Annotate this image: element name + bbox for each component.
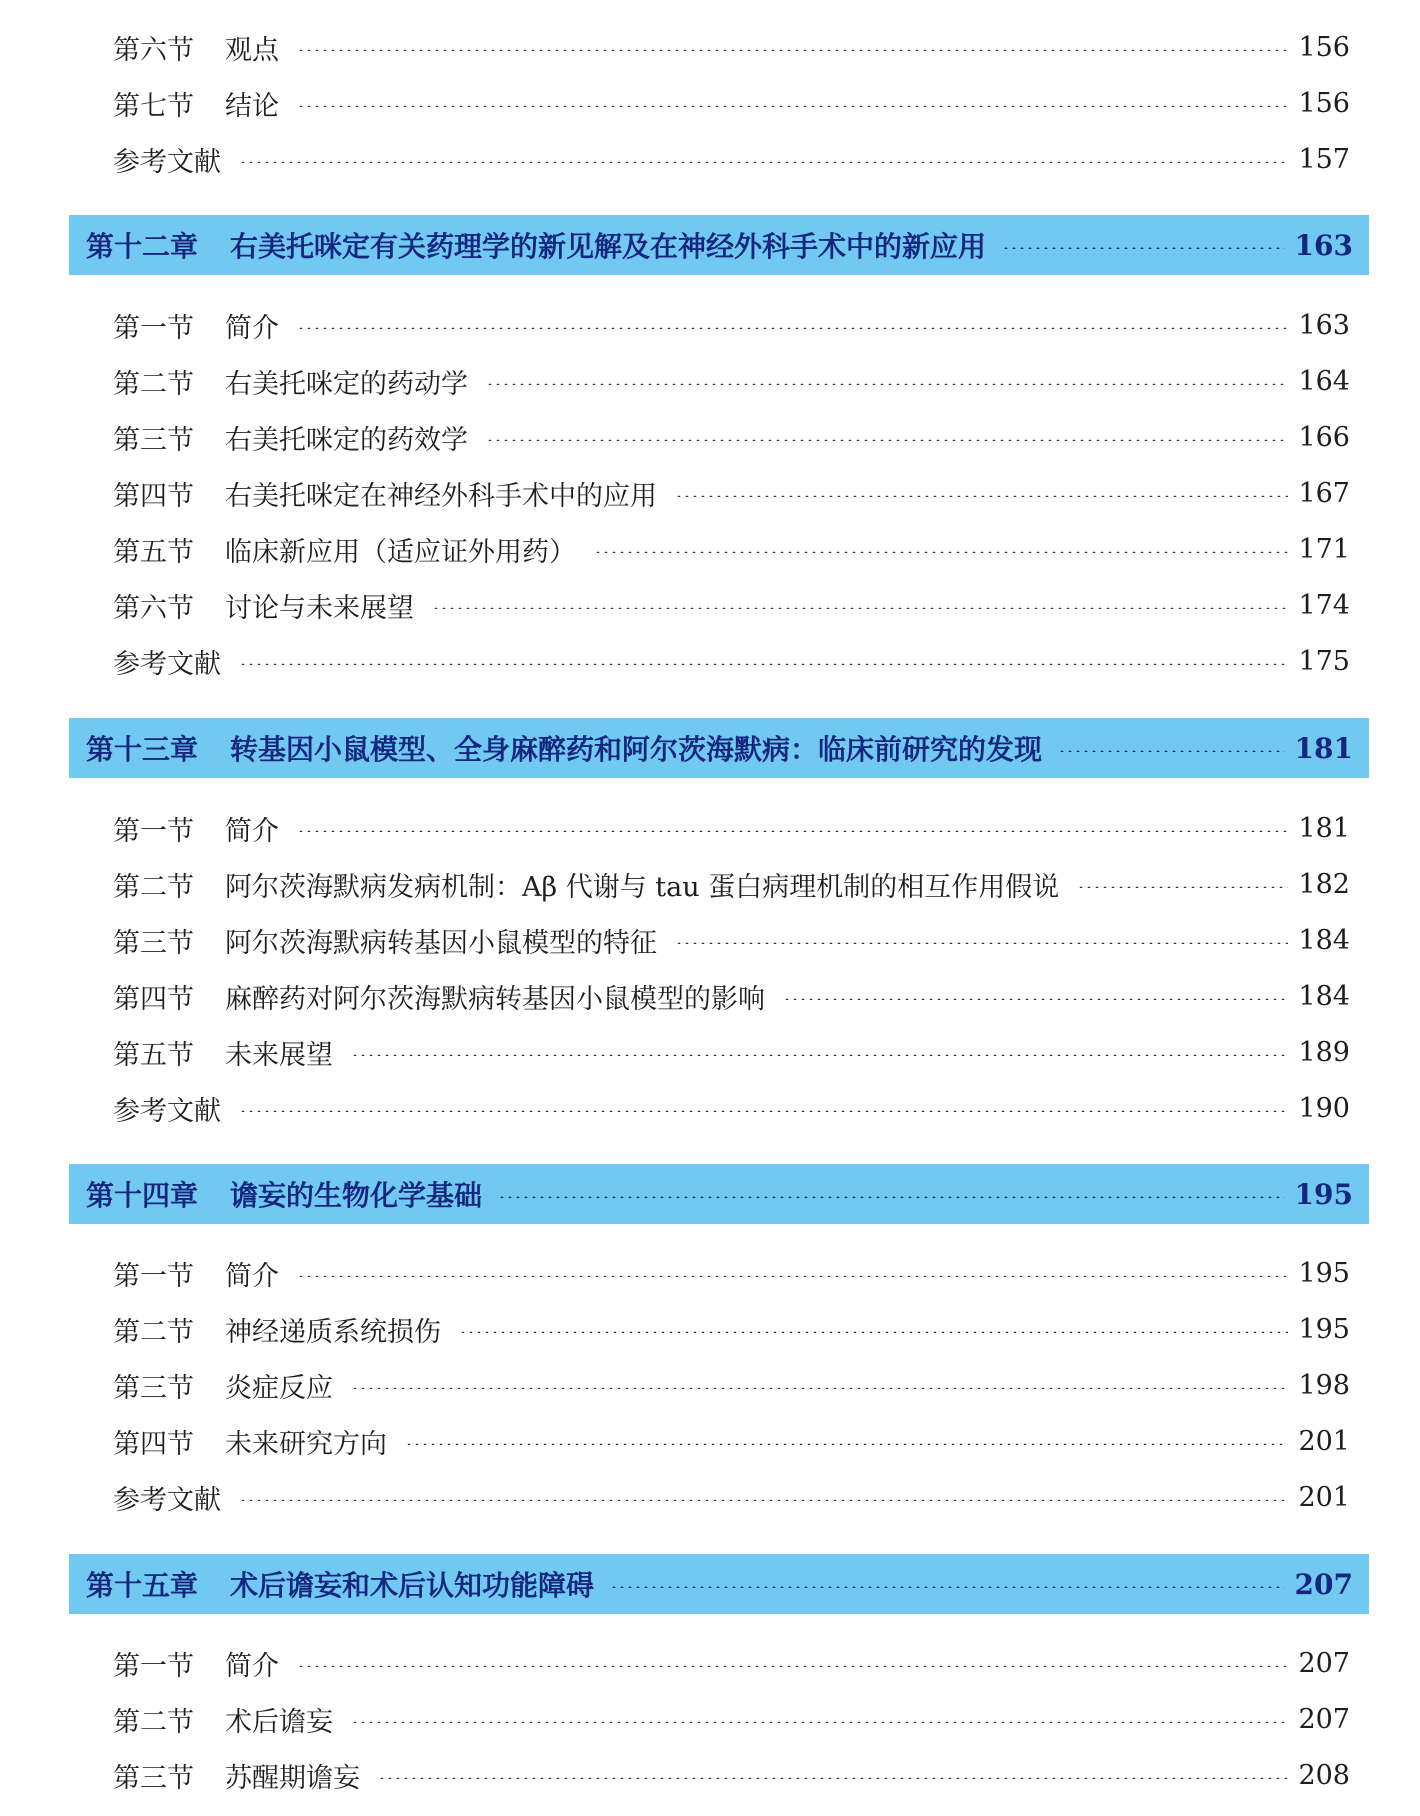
page-number: 163: [1294, 228, 1353, 262]
dot-leader: [239, 1499, 1288, 1501]
page-number: 208: [1298, 1759, 1350, 1791]
dot-leader: [351, 1387, 1288, 1389]
dot-leader: [297, 327, 1288, 329]
toc-section-entry[interactable]: [113, 973, 1350, 1019]
page-number: 156: [1298, 31, 1350, 63]
chapter-number: 第十二章: [86, 230, 199, 263]
section-title: 右美托咪定的药效学: [225, 424, 468, 456]
chapter-number: 第十三章: [86, 733, 199, 766]
page-number: 195: [1298, 1313, 1350, 1345]
toc-section-entry[interactable]: [113, 1418, 1350, 1464]
dot-leader: [1077, 886, 1288, 888]
page-number: 163: [1298, 309, 1350, 341]
page-number: 174: [1298, 589, 1350, 621]
section-title: 临床新应用（适应证外用药）: [225, 536, 576, 568]
toc-section-entry[interactable]: [113, 1696, 1350, 1742]
section-title: 术后谵妄: [225, 1706, 333, 1738]
toc-references-entry[interactable]: [113, 1085, 1350, 1131]
section-title: 右美托咪定的药动学: [225, 368, 468, 400]
dot-leader: [610, 1586, 1285, 1588]
section-title: 结论: [225, 90, 279, 122]
dot-leader: [459, 1331, 1288, 1333]
toc-chapter-15[interactable]: [69, 1554, 1369, 1614]
section-number: 第四节: [113, 983, 194, 1015]
toc-section-entry[interactable]: [113, 1029, 1350, 1075]
toc-references-entry[interactable]: [113, 1474, 1350, 1520]
toc-chapter-13[interactable]: [69, 718, 1369, 778]
section-number: 第七节: [113, 90, 194, 122]
page-number: 184: [1298, 980, 1350, 1012]
section-number: 第三节: [113, 927, 194, 959]
page-number: 189: [1298, 1036, 1350, 1068]
toc-section-entry[interactable]: [113, 1640, 1350, 1686]
section-title: 未来展望: [225, 1039, 333, 1071]
section-number: 第二节: [113, 1706, 194, 1738]
toc-references-entry[interactable]: [113, 638, 1350, 684]
section-title: 参考文献: [113, 1484, 221, 1516]
section-title: 未来研究方向: [225, 1428, 387, 1460]
section-number: 第六节: [113, 592, 194, 624]
dot-leader: [486, 383, 1288, 385]
chapter-title: 右美托咪定有关药理学的新见解及在神经外科手术中的新应用: [230, 230, 987, 263]
section-title: 简介: [225, 1260, 279, 1292]
section-number: 第三节: [113, 424, 194, 456]
dot-leader: [486, 439, 1288, 441]
section-title: 参考文献: [113, 1095, 221, 1127]
section-title: 观点: [225, 34, 279, 66]
section-title: 右美托咪定在神经外科手术中的应用: [225, 480, 657, 512]
toc-section-entry[interactable]: [113, 24, 1350, 70]
page-number: 207: [1294, 1567, 1353, 1601]
toc-section-entry[interactable]: [113, 805, 1350, 851]
toc-section-entry[interactable]: [113, 302, 1350, 348]
section-number: 第一节: [113, 815, 194, 847]
chapter-title: 谵妄的生物化学基础: [230, 1179, 483, 1212]
section-number: 第三节: [113, 1762, 194, 1794]
toc-section-entry[interactable]: [113, 1752, 1350, 1798]
page-number: 167: [1298, 477, 1350, 509]
chapter-title: 转基因小鼠模型、全身麻醉药和阿尔茨海默病：临床前研究的发现: [230, 733, 1043, 766]
dot-leader: [498, 1196, 1285, 1198]
section-title: 炎症反应: [225, 1372, 333, 1404]
toc-section-entry[interactable]: [113, 861, 1350, 907]
page-number: 171: [1298, 533, 1350, 565]
toc-section-entry[interactable]: [113, 526, 1350, 572]
toc-section-entry[interactable]: [113, 1306, 1350, 1352]
dot-leader: [239, 1110, 1288, 1112]
dot-leader: [239, 161, 1288, 163]
section-title: 讨论与未来展望: [225, 592, 414, 624]
toc-chapter-14[interactable]: [69, 1164, 1369, 1224]
page-number: 166: [1298, 421, 1350, 453]
section-number: 第三节: [113, 1372, 194, 1404]
section-title: 参考文献: [113, 648, 221, 680]
dot-leader: [239, 663, 1288, 665]
section-title: 麻醉药对阿尔茨海默病转基因小鼠模型的影响: [225, 983, 765, 1015]
page-number: 207: [1298, 1703, 1350, 1735]
dot-leader: [351, 1054, 1288, 1056]
toc-chapter-12[interactable]: [69, 215, 1369, 275]
toc-section-entry[interactable]: [113, 582, 1350, 628]
dot-leader: [297, 1665, 1288, 1667]
section-number: 第六节: [113, 34, 194, 66]
toc-section-entry[interactable]: [113, 1362, 1350, 1408]
page-number: 156: [1298, 87, 1350, 119]
page-number: 184: [1298, 924, 1350, 956]
toc-section-entry[interactable]: [113, 414, 1350, 460]
section-title: 阿尔茨海默病转基因小鼠模型的特征: [225, 927, 657, 959]
chapter-number: 第十四章: [86, 1179, 199, 1212]
section-title: 阿尔茨海默病发病机制：Aβ 代谢与 tau 蛋白病理机制的相互作用假说: [225, 871, 1060, 903]
dot-leader: [1002, 247, 1285, 249]
chapter-number: 第十五章: [86, 1569, 199, 1602]
page-number: 181: [1298, 812, 1350, 844]
section-title: 苏醒期谵妄: [225, 1762, 360, 1794]
dot-leader: [675, 942, 1288, 944]
page-number: 201: [1298, 1425, 1350, 1457]
section-title: 简介: [225, 312, 279, 344]
page-number: 195: [1298, 1257, 1350, 1289]
section-number: 第五节: [113, 536, 194, 568]
dot-leader: [297, 1275, 1288, 1277]
dot-leader: [1058, 750, 1285, 752]
dot-leader: [351, 1721, 1288, 1723]
section-number: 第二节: [113, 368, 194, 400]
section-number: 第一节: [113, 312, 194, 344]
toc-references-entry[interactable]: [113, 136, 1350, 182]
page-number: 182: [1298, 868, 1350, 900]
dot-leader: [297, 49, 1288, 51]
toc-section-entry[interactable]: [113, 80, 1350, 126]
section-number: 第五节: [113, 1039, 194, 1071]
page-number: 195: [1294, 1177, 1353, 1211]
page-number: 164: [1298, 365, 1350, 397]
section-number: 第二节: [113, 1316, 194, 1348]
section-number: 第二节: [113, 871, 194, 903]
toc-section-entry[interactable]: [113, 470, 1350, 516]
dot-leader: [378, 1777, 1288, 1779]
section-title: 参考文献: [113, 146, 221, 178]
section-number: 第一节: [113, 1650, 194, 1682]
dot-leader: [783, 998, 1288, 1000]
toc-section-entry[interactable]: [113, 917, 1350, 963]
dot-leader: [594, 551, 1288, 553]
section-number: 第一节: [113, 1260, 194, 1292]
dot-leader: [432, 607, 1288, 609]
page-number: 201: [1298, 1481, 1350, 1513]
page-number: 181: [1294, 731, 1353, 765]
toc-section-entry[interactable]: [113, 358, 1350, 404]
section-number: 第四节: [113, 480, 194, 512]
section-title: 简介: [225, 815, 279, 847]
page-number: 175: [1298, 645, 1350, 677]
dot-leader: [297, 830, 1288, 832]
section-title: 神经递质系统损伤: [225, 1316, 441, 1348]
chapter-title: 术后谵妄和术后认知功能障碍: [230, 1569, 595, 1602]
page-number: 157: [1298, 143, 1350, 175]
dot-leader: [405, 1443, 1288, 1445]
page-number: 190: [1298, 1092, 1350, 1124]
toc-section-entry[interactable]: [113, 1250, 1350, 1296]
page-number: 207: [1298, 1647, 1350, 1679]
dot-leader: [675, 495, 1288, 497]
section-title: 简介: [225, 1650, 279, 1682]
page-number: 198: [1298, 1369, 1350, 1401]
section-number: 第四节: [113, 1428, 194, 1460]
dot-leader: [297, 105, 1288, 107]
